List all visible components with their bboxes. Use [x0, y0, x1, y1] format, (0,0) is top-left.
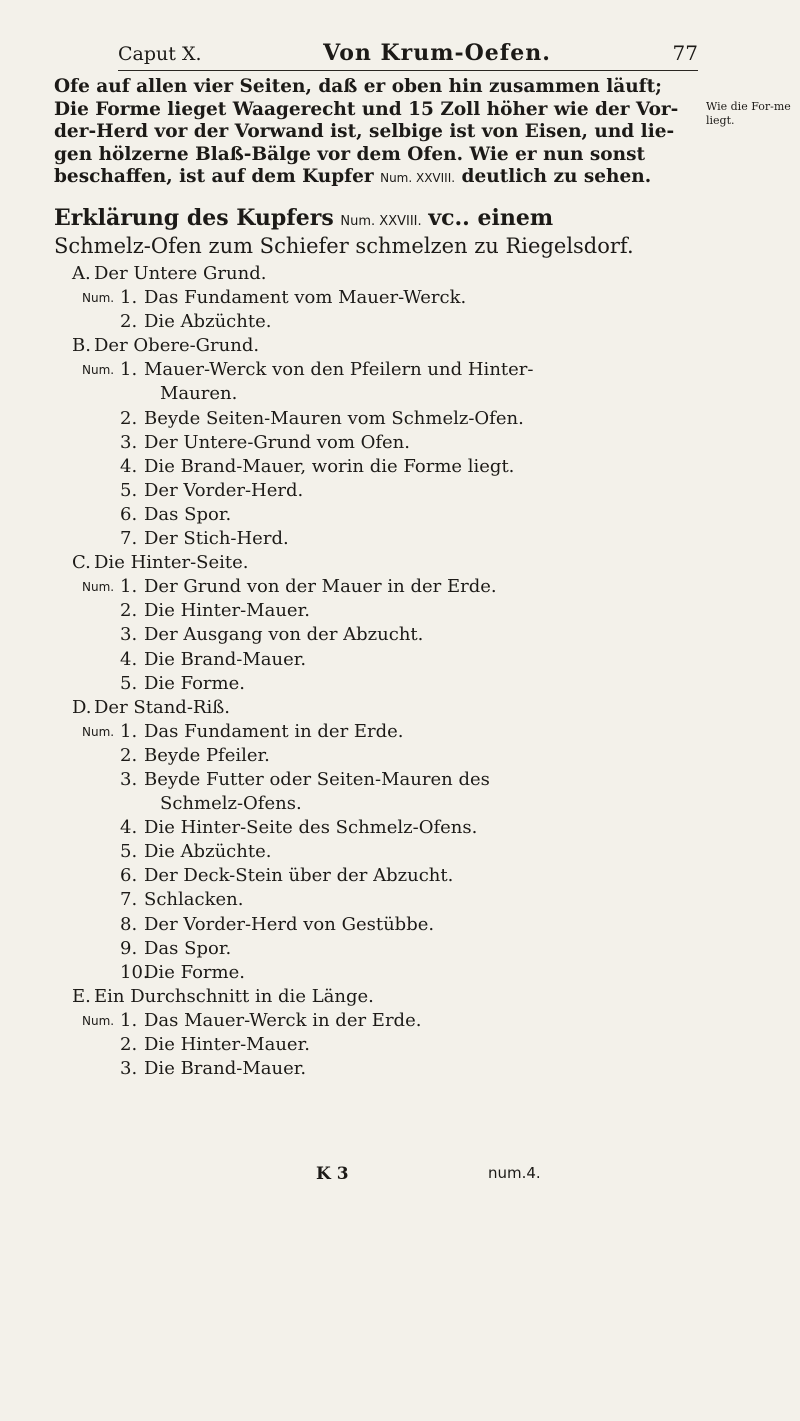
- item-number: 4.: [120, 817, 138, 839]
- page-footer: [0, 1164, 800, 1186]
- item-text: Mauer-Werck von den Pfeilern und Hinter-: [144, 359, 534, 381]
- num-label: Num.: [82, 580, 115, 595]
- intro-line: gen hölzerne Blaß-Bälge vor dem Ofen. Wie er nun sonst: [54, 143, 646, 165]
- item-number: 2.: [120, 744, 138, 766]
- legend-item-continuation: [72, 792, 712, 816]
- item-number: 3.: [120, 431, 138, 453]
- item-number: 4.: [120, 455, 138, 477]
- heading-plate-number: Num. XXVIII.: [340, 214, 422, 229]
- item-text: Schlacken.: [144, 889, 244, 911]
- item-number: 2.: [120, 311, 138, 333]
- legend-item: [72, 840, 712, 864]
- item-text: Die Abzüchte.: [144, 311, 272, 333]
- item-text: Beyde Seiten-Mauren vom Schmelz-Ofen.: [144, 407, 524, 429]
- item-number: 2.: [120, 407, 138, 429]
- item-text: Die Hinter-Mauer.: [144, 600, 310, 622]
- page-number: 77: [672, 41, 698, 65]
- num-label: Num.: [82, 1013, 115, 1028]
- intro-line: [54, 166, 694, 190]
- item-text: Das Spor.: [144, 937, 232, 959]
- num-label: Num.: [82, 363, 115, 378]
- item-text: Die Brand-Mauer, worin die Forme liegt.: [144, 455, 515, 477]
- heading-rest: vc.. einem: [428, 205, 554, 231]
- legend-item: [72, 310, 712, 334]
- item-text: Der Grund von der Mauer in der Erde.: [144, 576, 497, 598]
- item-text: Beyde Futter oder Seiten-Mauren des: [144, 768, 490, 790]
- item-text: Die Brand-Mauer.: [144, 648, 307, 670]
- running-header: [118, 40, 698, 71]
- chapter-label: Caput X.: [118, 43, 202, 65]
- section-letter: B.: [72, 335, 91, 357]
- legend-item: [72, 455, 712, 479]
- item-text: Die Abzüchte.: [144, 841, 272, 863]
- item-number: 3.: [120, 768, 138, 790]
- legend-item: [72, 648, 712, 672]
- item-number: 1.: [120, 1009, 138, 1031]
- intro-line-tail: deutlich zu sehen.: [461, 166, 652, 187]
- legend-item: [72, 888, 712, 912]
- item-number: 5.: [120, 841, 138, 863]
- legend-item: [72, 599, 712, 623]
- legend-list: [72, 262, 712, 1081]
- legend-item: [72, 286, 712, 310]
- legend-item: [72, 1033, 712, 1057]
- item-number: 6.: [120, 865, 138, 887]
- item-text: Die Forme.: [144, 672, 245, 694]
- legend-section-title: [72, 262, 712, 286]
- item-text: Beyde Pfeiler.: [144, 744, 270, 766]
- item-number: 1.: [120, 576, 138, 598]
- item-text: Die Forme.: [144, 961, 245, 983]
- page-title: Von Krum-Oefen.: [323, 40, 551, 66]
- legend-section-title: [72, 551, 712, 575]
- item-text: Die Brand-Mauer.: [144, 1058, 307, 1080]
- item-text: Das Fundament vom Mauer-Werck.: [144, 287, 467, 309]
- intro-line: Die Forme lieget Waagerecht und 15 Zoll höher wie der Vor-: [54, 98, 679, 120]
- legend-item: [72, 407, 712, 431]
- intro-line-text: beschaffen, ist auf dem Kupfer: [54, 166, 374, 187]
- item-text: Der Stich-Herd.: [144, 528, 289, 550]
- item-number: 7.: [120, 528, 138, 550]
- item-number: 2.: [120, 600, 138, 622]
- section-title: Der Untere Grund.: [94, 263, 267, 284]
- item-number: 1.: [120, 720, 138, 742]
- item-text: Das Mauer-Werck in der Erde.: [144, 1009, 422, 1031]
- legend-item: [72, 672, 712, 696]
- legend-item: [72, 816, 712, 840]
- item-text: Der Deck-Stein über der Abzucht.: [144, 865, 454, 887]
- legend-item: [72, 623, 712, 647]
- legend-item: [72, 913, 712, 937]
- item-text: Der Ausgang von der Abzucht.: [144, 624, 424, 646]
- legend-section-title: [72, 985, 712, 1009]
- legend-item: [72, 358, 712, 382]
- item-number: 3.: [120, 624, 138, 646]
- item-text: Das Fundament in der Erde.: [144, 720, 404, 742]
- legend-item: [72, 527, 712, 551]
- item-number: 1.: [120, 287, 138, 309]
- item-text: Die Hinter-Seite des Schmelz-Ofens.: [144, 817, 478, 839]
- legend-item-continuation: [72, 382, 712, 406]
- catchword: num.4.: [488, 1164, 541, 1182]
- section-letter: A.: [72, 263, 91, 284]
- legend-section-title: [72, 696, 712, 720]
- item-text: Der Vorder-Herd.: [144, 479, 304, 501]
- legend-item: [72, 479, 712, 503]
- num-label: Num.: [82, 291, 115, 306]
- item-number: 5.: [120, 672, 138, 694]
- legend-item: [72, 744, 712, 768]
- item-text: Der Untere-Grund vom Ofen.: [144, 431, 410, 453]
- section-letter: C.: [72, 552, 91, 574]
- section-letter: E.: [72, 985, 91, 1007]
- legend-item: [72, 768, 712, 792]
- legend-item: [72, 1009, 712, 1033]
- legend-item: [72, 1057, 712, 1081]
- legend-item: [72, 961, 712, 985]
- section-title: Ein Durchschnitt in die Länge.: [94, 985, 374, 1007]
- item-text: Das Spor.: [144, 503, 232, 525]
- item-number: 9.: [120, 937, 138, 959]
- item-number: 4.: [120, 648, 138, 670]
- item-text-continued: Schmelz-Ofens.: [160, 793, 302, 815]
- item-number: 1.: [120, 359, 138, 381]
- intro-paragraph: [54, 76, 694, 190]
- item-text-continued: Mauren.: [160, 383, 238, 405]
- item-text: Der Vorder-Herd von Gestübbe.: [144, 913, 435, 935]
- heading-line-2: Schmelz-Ofen zum Schiefer schmelzen zu Riegelsdorf.: [54, 234, 634, 258]
- item-number: 2.: [120, 1034, 138, 1055]
- section-heading: [54, 206, 704, 259]
- legend-item: [72, 503, 712, 527]
- item-number: 6.: [120, 503, 138, 525]
- section-title: Der Obere-Grund.: [94, 335, 260, 357]
- section-title: Die Hinter-Seite.: [94, 552, 249, 574]
- section-letter: D.: [72, 696, 92, 718]
- legend-item: [72, 431, 712, 455]
- legend-item: [72, 720, 712, 744]
- legend-item: [72, 864, 712, 888]
- item-text: Die Hinter-Mauer.: [144, 1034, 310, 1055]
- section-title: Der Stand-Riß.: [94, 696, 230, 718]
- legend-item: [72, 937, 712, 961]
- heading-lead: Erklärung des Kupfers: [54, 205, 334, 231]
- signature-mark: K 3: [316, 1164, 349, 1184]
- intro-line: der-Herd vor der Vorwand ist, selbige ist von Eisen, und lie-: [54, 121, 675, 142]
- margin-note: Wie die For-me liegt.: [706, 100, 791, 127]
- item-number: 8.: [120, 913, 138, 935]
- legend-section-title: [72, 334, 712, 358]
- legend-item: [72, 575, 712, 599]
- item-number: 5.: [120, 479, 138, 501]
- item-number: 10.: [120, 961, 149, 983]
- item-number: 7.: [120, 889, 138, 911]
- intro-line: Ofe auf allen vier Seiten, daß er oben hin zusammen läuft;: [54, 76, 663, 97]
- num-label: Num.: [82, 724, 115, 739]
- item-number: 3.: [120, 1058, 138, 1080]
- plate-reference: Num. XXVIII.: [380, 171, 456, 185]
